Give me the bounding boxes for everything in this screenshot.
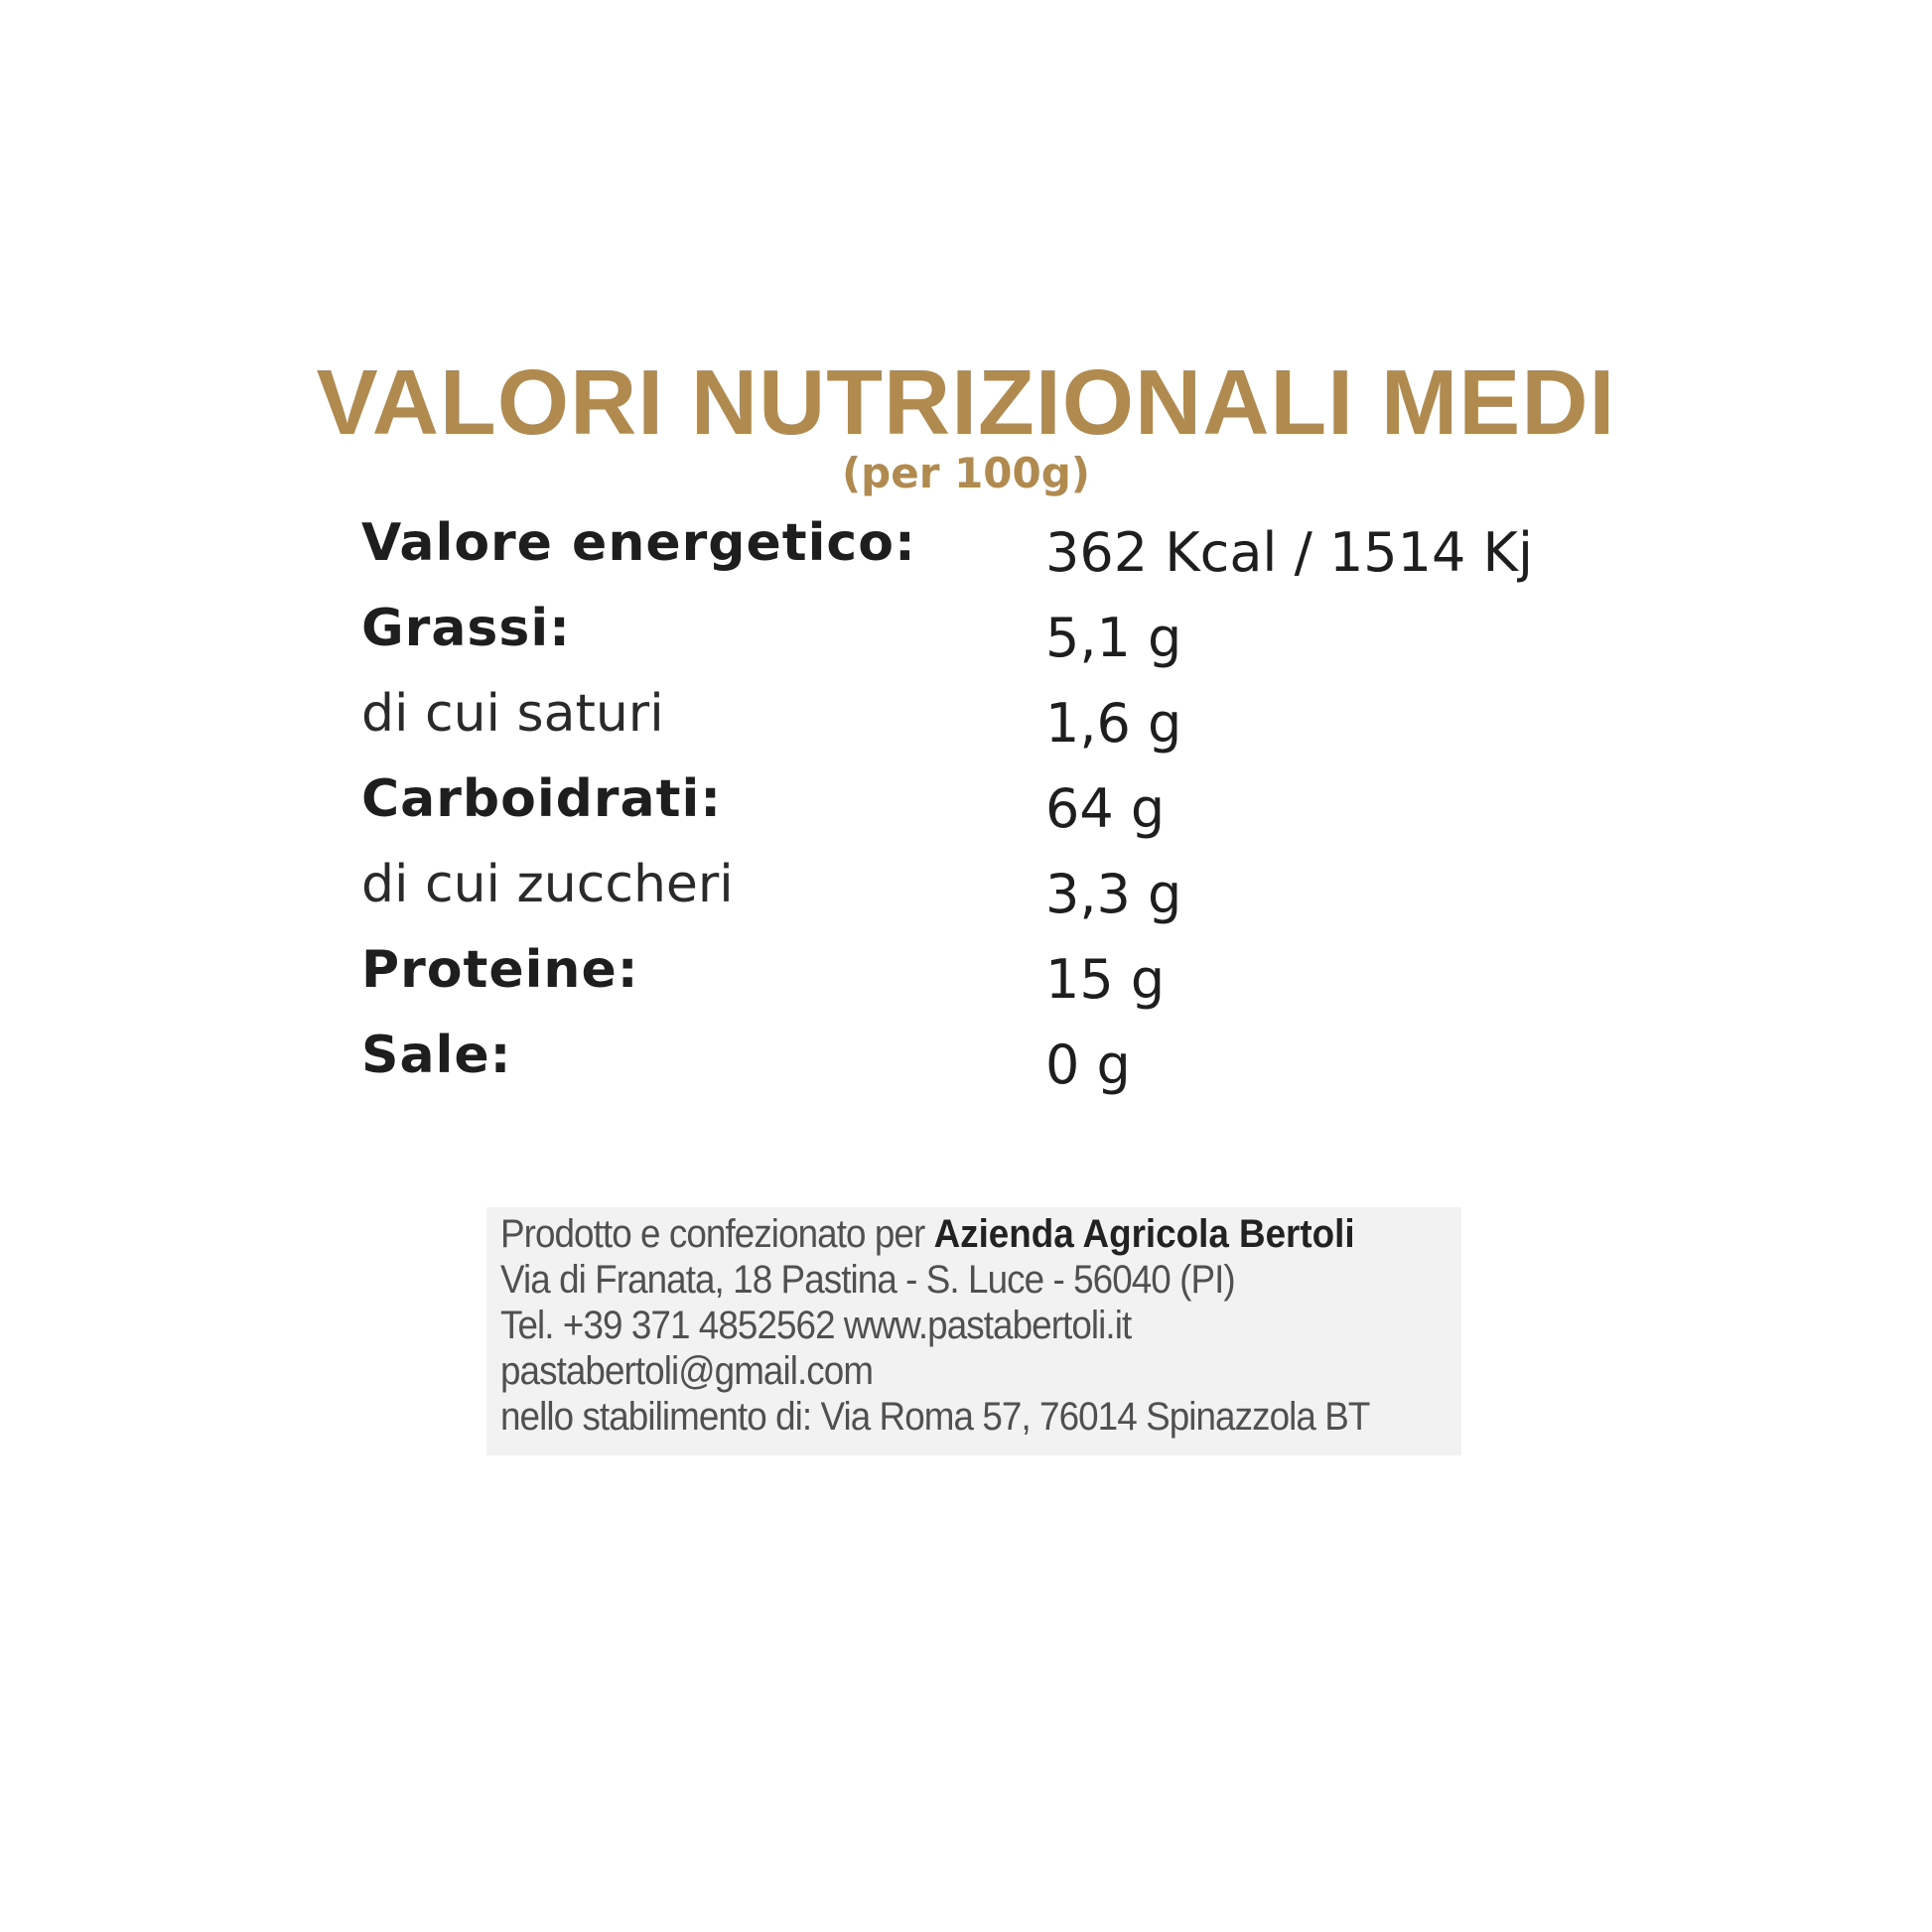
nutrition-value: 5,1 g (1045, 607, 1182, 669)
nutrition-table (361, 508, 1652, 1106)
nutrition-value: 3,3 g (1045, 863, 1182, 925)
producer-email: pastabertoli@gmail.com (500, 1349, 874, 1393)
producer-phone-website: Tel. +39 371 4852562 www.pastabertoli.it (500, 1304, 1132, 1347)
producer-address: Via di Franata, 18 Pastina - S. Luce - 56040 (PI) (500, 1258, 1235, 1302)
nutrition-row-fat (361, 594, 1652, 679)
nutrition-value: 1,6 g (1045, 692, 1182, 755)
nutrition-value: 0 g (1045, 1034, 1131, 1096)
producer-prefix: Prodotto e confezionato per (500, 1212, 934, 1256)
nutrition-label: Grassi: (361, 599, 571, 658)
nutrition-value: 362 Kcal / 1514 Kj (1045, 521, 1533, 584)
nutrition-label: Carboidrati: (361, 769, 723, 829)
producer-plant-address: nello stabilimento di: Via Roma 57, 76014 Spinazzola BT (500, 1395, 1370, 1439)
nutrition-value: 15 g (1045, 948, 1166, 1011)
page-title: VALORI NUTRIZIONALI MEDI (316, 350, 1616, 454)
nutrition-value: 64 g (1045, 777, 1166, 840)
nutrition-label: di cui zuccheri (361, 855, 734, 914)
nutrition-row-sugars (361, 850, 1652, 935)
nutrition-row-energy (361, 508, 1652, 594)
producer-company-name: Azienda Agricola Bertoli (933, 1212, 1355, 1256)
nutrition-label: di cui saturi (361, 684, 664, 744)
producer-line-company (500, 1211, 1355, 1257)
nutrition-label: Valore energetico: (361, 513, 916, 573)
nutrition-row-saturated (361, 679, 1652, 764)
nutrition-row-protein (361, 935, 1652, 1021)
nutrition-label: Proteine: (361, 940, 639, 1000)
producer-info-panel (486, 1207, 1461, 1455)
page-subtitle: (per 100g) (841, 449, 1090, 497)
nutrition-label: Sale: (361, 1026, 512, 1085)
nutrition-row-carbohydrates (361, 764, 1652, 850)
nutrition-row-salt (361, 1021, 1652, 1106)
